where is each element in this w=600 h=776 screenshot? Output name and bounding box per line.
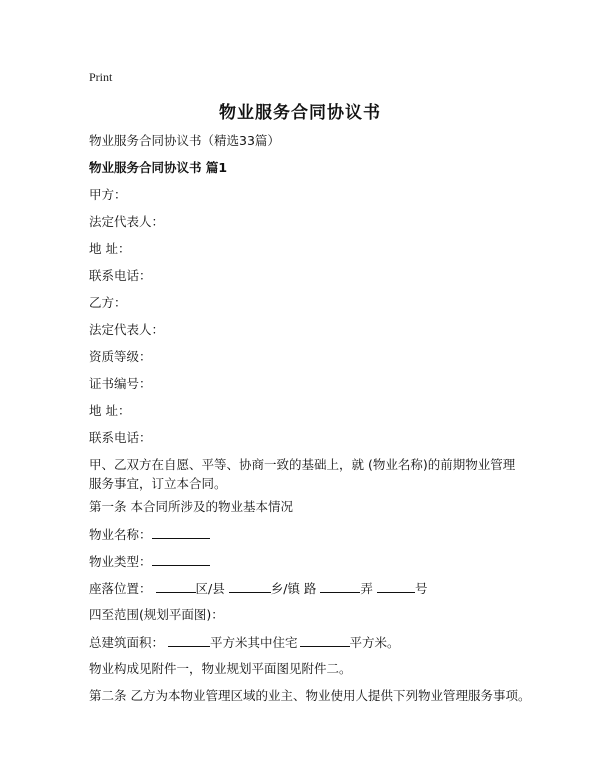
party-a-phone: 联系电话： — [89, 268, 152, 283]
party-b-address: 地 址： — [89, 403, 131, 418]
property-type-blank — [152, 553, 210, 566]
property-name-blank — [152, 526, 210, 539]
area-total-blank — [168, 634, 210, 647]
party-b-qualification: 资质等级： — [89, 349, 152, 364]
attachments-text: 物业构成见附件一，物业规划平面图见附件二。 — [89, 661, 352, 676]
party-a-legal-rep: 法定代表人： — [89, 214, 165, 229]
location-lane-blank — [320, 580, 360, 593]
article2-title: 第二条 乙方为本物业管理区域的业主、物业使用人提供下列物业管理服务事项。 — [89, 688, 531, 703]
document-subtitle: 物业服务合同协议书（精选33篇） — [89, 133, 280, 148]
location-district-label: 区/县 — [195, 581, 225, 596]
party-b-phone: 联系电话： — [89, 430, 152, 445]
party-b-certificate-no: 证书编号： — [89, 376, 152, 391]
party-a-label: 甲方： — [89, 187, 127, 202]
property-type-row — [89, 553, 210, 570]
document-title: 物业服务合同协议书 — [219, 103, 381, 123]
party-b-legal-rep: 法定代表人： — [89, 322, 165, 337]
area-unit-text: 平方米。 — [349, 635, 400, 650]
location-number-blank — [377, 580, 415, 593]
location-row — [89, 580, 427, 597]
location-district-blank — [156, 580, 196, 593]
article1-title: 第一条 本合同所涉及的物业基本情况 — [89, 499, 293, 514]
area-row — [89, 634, 400, 651]
area-middle-text: 平方米其中住宅 — [210, 635, 298, 650]
party-b-label: 乙方： — [89, 295, 127, 310]
location-town-label: 乡/镇 路 — [270, 581, 317, 596]
property-name-label: 物业名称： — [89, 527, 152, 542]
location-lane-label: 弄 — [360, 581, 373, 596]
property-type-label: 物业类型： — [89, 554, 152, 569]
boundary-text: 四至范围(规划平面图)： — [89, 607, 224, 622]
intro-paragraph: 甲、乙双方在自愿、平等、协商一致的基础上，就 (物业名称)的前期物业管理服务事宜，订立本合同。 — [89, 457, 516, 491]
print-label: Print — [89, 70, 113, 84]
section-heading: 物业服务合同协议书 篇1 — [89, 160, 228, 175]
location-town-blank — [229, 580, 271, 593]
location-label: 座落位置： — [89, 581, 152, 596]
property-name-row — [89, 526, 210, 543]
location-number-label: 号 — [414, 581, 428, 596]
area-residential-blank — [300, 634, 350, 647]
area-label: 总建筑面积： — [89, 635, 165, 650]
party-a-address: 地 址： — [89, 241, 131, 256]
